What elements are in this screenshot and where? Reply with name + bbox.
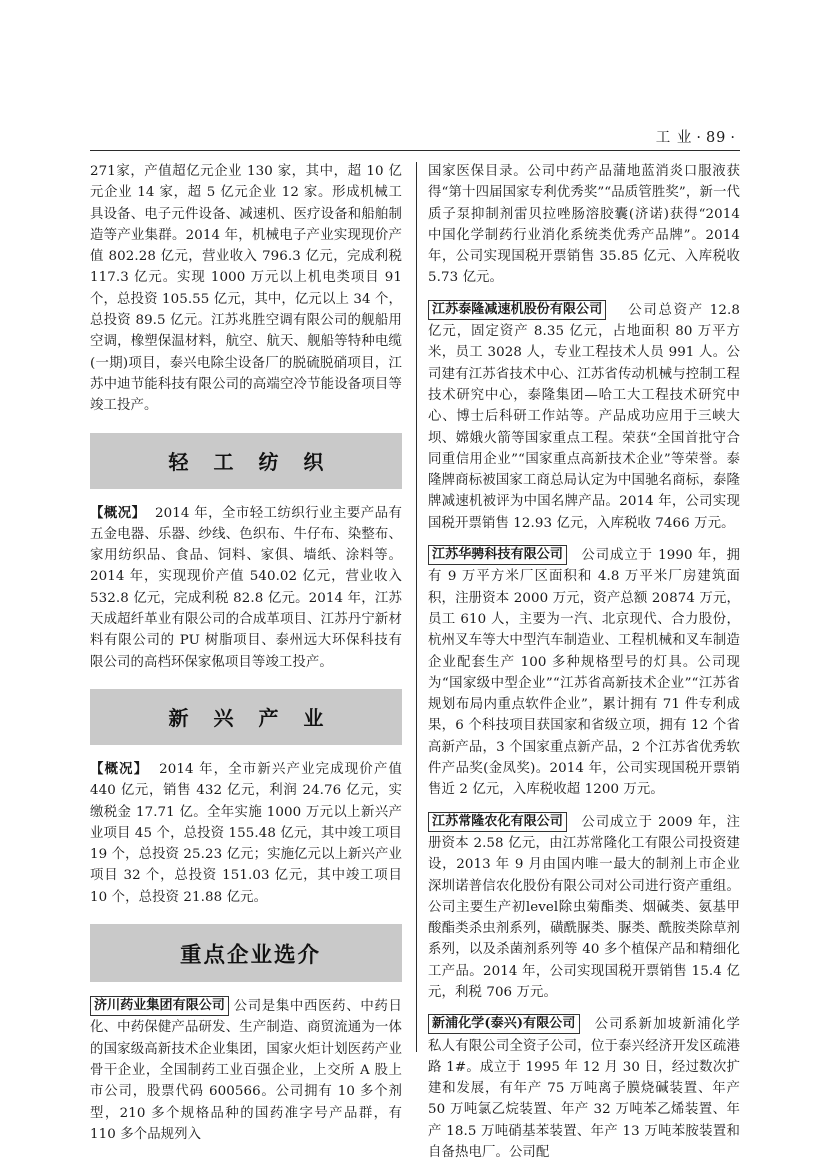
- paragraph-text: 2014 年，全市轻工纺织行业主要产品有五金电器、乐器、纱线、色织布、牛仔布、染整布、家用纺织品、食品、饲料、家俱、墙纸、涂料等。2014 年，实现现价产值 540.02 亿元，营业收入 532.8 亿元，完成利税 82.8 亿元。2014 年，江苏天成超纤革业有限公司的合成革项目、江苏丹宁新材料有限公司的 PU 树脂项目、泰州远大环保科技有限公司的高档环保家俬项目等竣工投产。: [90, 505, 403, 670]
- paragraph-text: 2014 年，全市新兴产业完成现价产值 440 亿元，销售 432 亿元，利润 24.76 亿元，实缴税金 17.71 亿。全年实施 1000 万元以上新兴产业项目 45 个，总投资 155.48 亿元，其中竣工项目 19 个，总投资 25.23 亿元；实施亿元以上新兴产业项目 32 个，总投资 151.03 亿元，其中竣工项目 10 个，总投资 21.88 亿元。: [90, 761, 403, 905]
- header-page-number: 89: [705, 130, 727, 146]
- entry-huacheng-tech: [428, 545, 740, 801]
- paragraph-continued-right: 国家医保目录。公司中药产品蒲地蓝消炎口服液获得“第十四届国家专利优秀奖”“品质管胜奖”，新一代质子泵抑制剂雷贝拉唑肠溶胶囊(济诺)获得“2014 中国化学制药行业消化系统类优秀产品牌”。2014 年，公司实现国税开票销售 35.85 亿元、入库税收 5.73 亿元。: [428, 164, 740, 286]
- paragraph-lead-label: 【概况】: [90, 760, 149, 777]
- header-category: 工 业: [655, 130, 693, 146]
- spacer: [428, 1003, 740, 1014]
- entry-name-badge: 江苏华骋科技有限公司: [428, 545, 567, 565]
- page-header: [90, 128, 740, 151]
- section-heading-key-enterprises: [90, 924, 402, 982]
- entry-name-badge: 济川药业集团有限公司: [90, 996, 229, 1016]
- two-column-body: [90, 161, 741, 1161]
- entry-changlong-agrochem: [428, 812, 740, 1004]
- spacer: [428, 289, 740, 300]
- section-title: 重点企业选介: [179, 942, 321, 968]
- section-title: 轻 工 纺 织: [168, 450, 333, 475]
- spacer: [428, 534, 740, 545]
- entry-tailong-reducer: [428, 300, 740, 534]
- header-separator: ·: [696, 130, 702, 146]
- paragraph-lead-label: 【概况】: [90, 504, 146, 521]
- paragraph-continued: 271家，产值超亿元企业 130 家，其中，超 10 亿元企业 14 家，超 5 亿元企业 12 家。形成机械工具设备、电子元件设备、减速机、医疗设备和船舶制造等产业集群。2014 年，机械电子产业实现现价产值 802.28 亿元，营业收入 796.3 亿元，完成利税 117.3 亿元。实现 1000 万元以上机电类项目 91 个，总投资 105.55 亿元，其中，亿元以上 34 个，总投资 89.5 亿元。江苏兆胜空调有限公司的舰船用空调，橡塑保温材料，航空、航天、舰船等特种电缆(一期)项目，泰兴电除尘设备厂的脱硫脱硝项目，江苏中迪节能科技有限公司的高端空冷节能设备项目等竣工投产。: [90, 164, 402, 414]
- paragraph-light-textile-overview: [90, 503, 402, 673]
- entry-xinpu-chemical: [428, 1014, 740, 1163]
- page-content: [90, 128, 741, 1161]
- entry-name-badge: 江苏常隆农化有限公司: [428, 812, 567, 832]
- right-column: [428, 161, 741, 1161]
- entry-text: 公司是集中西医药、中药日化、中药保健产品研发、生产制造、商贸流通为一体的国家级高新技术企业集团，国家火炬计划医药产业骨干企业，全国制药工业百强企业，上交所 A 股上市公司，股票代码 600566。公司拥有 10 多个剂型，210 多个规格品种的国药准字号产品群，有 110 多个品规列入: [90, 999, 402, 1142]
- spacer: [428, 801, 740, 812]
- entry-jichuan-pharma: [90, 996, 402, 1145]
- left-column: [90, 161, 403, 1142]
- section-heading-emerging-industry: [90, 689, 402, 745]
- paragraph-emerging-overview: [90, 759, 402, 908]
- entry-text: 公司成立于 2009 年，注册资本 2.58 亿元，由江苏常隆化工有限公司投资建设，2013 年 9 月由国内唯一最大的制剂上市企业深圳诺普信农化股份有限公司对公司进行资产重组。公司主要生产初level除虫菊酯类、烟碱类、氨基甲酸酯类杀虫剂系列，磺酰脲类、脲类、酰胺类除草剂系列，以及杀菌剂系列等 40 多个植保产品和精细化工产品。2014 年，公司实现国税开票销售 15.4 亿元，利税 706 万元。: [428, 814, 740, 1000]
- header-page-info: [656, 126, 740, 147]
- header-trailing-dot: ·: [730, 130, 736, 146]
- entry-name-badge: 江苏泰隆减速机股份有限公司: [428, 300, 606, 320]
- section-heading-light-textile: [90, 433, 402, 489]
- column-divider: [416, 162, 417, 1052]
- entry-name-badge: 新浦化学(泰兴)有限公司: [428, 1014, 580, 1034]
- entry-text: 公司总资产 12.8 亿元，固定资产 8.35 亿元，占地面积 80 万平方米，员工 3028 人，专业工程技术人员 991 人。公司建有江苏省技术中心、江苏省传动机械与控制工程技术研究中心，泰隆集团—哈工大工程技术研究中心、博士后科研工作站等。产品成功应用于三峡大坝、嫦娥火箭等国家重点工程。荣获“全国首批守合同重信用企业”“国家重点高新技术企业”等荣誉。泰隆牌商标被国家工商总局认定为中国驰名商标，泰隆牌减速机被评为中国名牌产品。2014 年，公司实现国税开票销售 12.93 亿元，入库税收 7466 万元。: [428, 302, 740, 531]
- section-title: 新 兴 产 业: [168, 706, 333, 731]
- entry-text: 公司成立于 1990 年，拥有 9 万平方米厂区面积和 4.8 万平米厂房建筑面积，注册资本 2000 万元，资产总额 20874 万元，员工 610 人，主要为一汽、北京现代、合力股份，杭州叉车等大中型汽车制造业、工程机械和叉车制造企业配套生产 100 多种规格型号的灯具。公司现为“国家级中型企业”“江苏省高新技术企业”“江苏省规划布局内重点软件企业”，累计拥有 71 件专利成果，6 个科技项目获国家和省级立项，拥有 12 个省高新产品，3 个国家重点新产品，2 个江苏省优秀软件产品奖(金凤奖)。2014 年，公司实现国税开票销售近 2 亿元，入库税收超 1200 万元。: [428, 548, 740, 798]
- entry-text: 公司系新加坡新浦化学私人有限公司全资子公司，位于泰兴经济开发区疏港路 1#。成立于 1995 年 12 月 30 日，经过数次扩建和发展，有年产 75 万吨离子膜烧碱装置、年产 50 万吨氯乙烷装置、年产 32 万吨苯乙烯装置、年产 18.5 万吨硝基苯装置、年产 13 万吨苯胺装置和自备热电厂。公司配: [428, 1017, 741, 1161]
